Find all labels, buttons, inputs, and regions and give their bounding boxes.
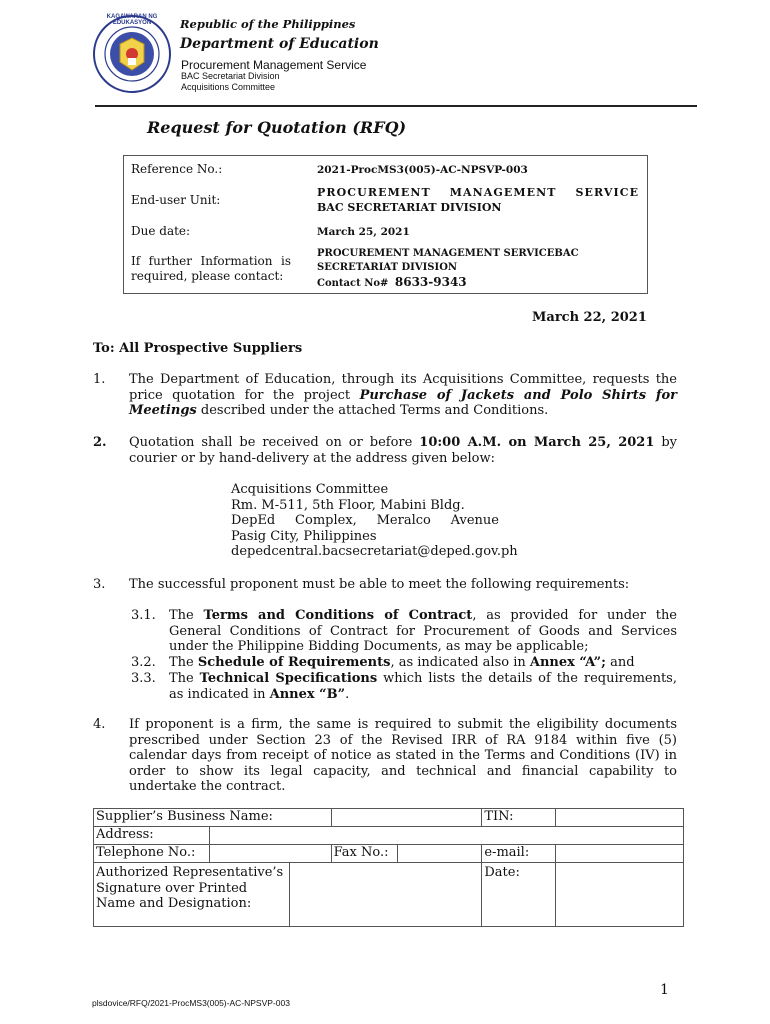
date-label: Date: (482, 863, 556, 927)
fax-label: Fax No.: (331, 845, 397, 863)
sub-3-3-c: which lists the details of the requirements, as indicated in (169, 671, 677, 702)
telephone-field[interactable] (209, 845, 331, 863)
ref-value: 2021-ProcMS3(005)-AC-NPSVP-003 (317, 164, 528, 176)
item-2-text (129, 435, 677, 466)
address-field[interactable] (209, 827, 683, 845)
item-number-4: 4. (93, 717, 106, 732)
representative-label (94, 863, 290, 927)
sub-3-1-a: The (169, 608, 204, 623)
business-name-field[interactable] (331, 809, 482, 827)
sub-3-3-d: Annex “B” (269, 686, 346, 702)
date-field[interactable] (556, 863, 684, 927)
address-label: Address: (94, 827, 210, 845)
unit-label: End-user Unit: (131, 193, 221, 207)
telephone-label: Telephone No.: (94, 845, 210, 863)
department-text: Department of Education (180, 36, 379, 52)
deped-seal (92, 14, 172, 94)
item-1-text (129, 372, 677, 419)
sub-3-2-e: and (605, 655, 635, 670)
sub-3-3-e: . (345, 686, 350, 702)
due-label: Due date: (131, 224, 191, 238)
sub-number-3-2: 3.2. (131, 655, 156, 670)
item-4-text: If proponent is a firm, the same is required to submit the eligibility documents prescribed under Section 23 of the Revised IRR of RA 9184 within five (5) calendar days from receipt of notice as stated in the Terms and Conditions (IV) in order to show its legal capacity, and technical and financial capability to undertake the contract. (129, 717, 677, 794)
sub-3-2-d: Annex “A”; (529, 655, 606, 670)
address-line-2: Rm. M-511, 5th Floor, Mabini Bldg. (231, 497, 465, 513)
seal-text: KAGAWARAN NG EDUKASYON (106, 14, 158, 26)
supplier-info-table (93, 808, 684, 927)
representative-label-text: Authorized Representative’s Signature over Printed Name and Designation: (96, 865, 284, 911)
tin-field[interactable] (556, 809, 684, 827)
item-1-part-a: The Department of Education, through its Acquisitions Committee, requests the price quotation for the project (129, 372, 677, 403)
sub-3-1-c: , as provided for under the General Conditions of Contract for Procurement of Goods and Services under the Philippine Bidding Documents, as may be applicable; (169, 608, 678, 654)
item-3-text: The successful proponent must be able to meet the following requirements: (129, 577, 630, 592)
item-1-project: Purchase of Jackets and Polo Shirts for Meetings (129, 387, 678, 418)
unit-value-line2: BAC SECRETARIAT DIVISION (317, 201, 502, 214)
contact-no-value: 8633-9343 (394, 275, 467, 289)
table-row (94, 863, 684, 927)
sub-number-3-3: 3.3. (131, 671, 156, 686)
division-text: BAC Secretariat Division (181, 71, 280, 81)
rfq-info-box (123, 155, 648, 294)
contact-value-line1: PROCUREMENT MANAGEMENT SERVICEBAC (317, 248, 579, 259)
sub-3-2-a: The (169, 655, 198, 670)
republic-text: Republic of the Philippines (180, 17, 356, 31)
sub-3-2-c: , as indicated also in (390, 655, 530, 670)
item-2-part-a: Quotation shall be received on or before (129, 435, 420, 450)
sub-3-3-a: The (169, 671, 200, 686)
sub-3-1-text (169, 608, 677, 655)
email-label: e-mail: (482, 845, 556, 863)
contact-label: If further Information is required, please contact: (131, 254, 291, 283)
sub-number-3-1: 3.1. (131, 608, 156, 623)
page-number: 1 (660, 982, 669, 998)
addressee: To: All Prospective Suppliers (93, 341, 303, 356)
item-number-2: 2. (93, 435, 107, 450)
item-number-1: 1. (93, 372, 106, 387)
unit-value-line1: PROCUREMENT MANAGEMENT SERVICE (317, 186, 640, 199)
representative-field[interactable] (289, 863, 482, 927)
address-line-3: DepEd Complex, Meralco Avenue (231, 513, 499, 528)
email-field[interactable] (556, 845, 684, 863)
sub-3-1-b: Terms and Conditions of Contract (203, 608, 473, 623)
due-value: March 25, 2021 (317, 226, 410, 238)
header-divider (95, 105, 697, 107)
sub-3-2-b: Schedule of Requirements (197, 655, 391, 670)
tin-label: TIN: (482, 809, 556, 827)
item-1-part-c: described under the attached Terms and Conditions. (196, 403, 549, 418)
item-number-3: 3. (93, 577, 106, 592)
sub-3-3-b: Technical Specifications (199, 671, 378, 686)
contact-value-line2: SECRETARIAT DIVISION (317, 262, 458, 273)
delivery-address (231, 482, 518, 560)
footer-path: plsdovice/RFQ/2021-ProcMS3(005)-AC-NPSVP-003 (92, 998, 290, 1008)
table-row (94, 827, 684, 845)
item-2-deadline: 10:00 A.M. on March 25, 2021 (419, 435, 655, 450)
business-name-label: Supplier’s Business Name: (94, 809, 332, 827)
ref-label: Reference No.: (131, 162, 223, 176)
page-title: Request for Quotation (RFQ) (147, 118, 407, 137)
address-line-1: Acquisitions Committee (231, 482, 389, 497)
item-2-part-c: by courier or by hand-delivery at the address given below: (129, 435, 677, 466)
service-text: Procurement Management Service (181, 58, 367, 72)
fax-field[interactable] (397, 845, 482, 863)
table-row (94, 809, 684, 827)
contact-no-label: Contact No# (317, 278, 389, 289)
sub-3-3-text (169, 671, 677, 702)
sub-3-2-text (169, 655, 677, 671)
committee-text: Acquisitions Committee (181, 82, 276, 92)
table-row (94, 845, 684, 863)
address-line-5: depedcentral.bacsecretariat@deped.gov.ph (231, 544, 518, 559)
contact-number-row (317, 275, 467, 289)
address-line-4: Pasig City, Philippines (231, 528, 377, 544)
letter-date: March 22, 2021 (532, 310, 647, 325)
